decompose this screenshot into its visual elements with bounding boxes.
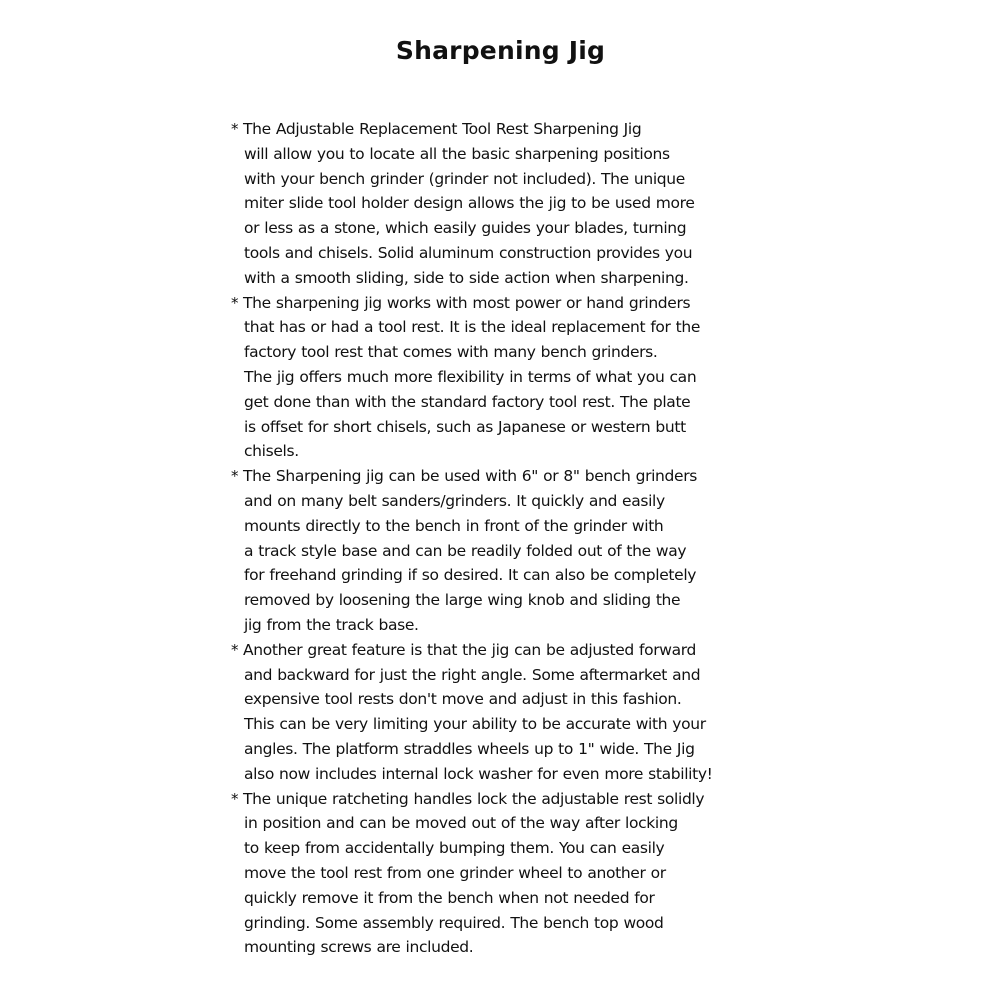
feature-bullet-5 [231, 787, 791, 961]
bullet-line: angles. The platform straddles wheels up to 1" wide. The Jig [244, 739, 695, 758]
bullet-line: move the tool rest from one grinder wheel to another or [244, 863, 666, 882]
bullet-line: quickly remove it from the bench when not needed for [244, 888, 655, 907]
feature-bullet-3 [231, 464, 791, 638]
bullet-marker: * [231, 789, 239, 808]
bullet-line: with your bench grinder (grinder not included). The unique [244, 169, 685, 188]
bullet-line: Another great feature is that the jig can be adjusted forward [243, 640, 696, 659]
bullet-line: also now includes internal lock washer for even more stability! [244, 764, 713, 783]
feature-bullet-1 [231, 117, 791, 291]
bullet-line: grinding. Some assembly required. The bench top wood [244, 913, 664, 932]
bullet-line: mounts directly to the bench in front of the grinder with [244, 516, 664, 535]
bullet-line: that has or had a tool rest. It is the ideal replacement for the [244, 318, 701, 337]
bullet-line: The jig offers much more flexibility in terms of what you can [244, 367, 697, 386]
bullet-line: expensive tool rests don't move and adjust in this fashion. [244, 690, 682, 709]
bullet-marker: * [231, 293, 239, 312]
bullet-line: chisels. [244, 442, 299, 461]
bullet-line: removed by loosening the large wing knob and sliding the [244, 591, 681, 610]
feature-bullet-list [231, 117, 791, 960]
bullet-line: miter slide tool holder design allows the jig to be used more [244, 194, 695, 213]
bullet-line: This can be very limiting your ability to be accurate with your [244, 715, 706, 734]
bullet-line: The Adjustable Replacement Tool Rest Sharpening Jig [243, 120, 642, 138]
page-title: Sharpening Jig [395, 36, 606, 65]
bullet-line: get done than with the standard factory tool rest. The plate [244, 392, 691, 411]
bullet-line: will allow you to locate all the basic sharpening positions [244, 144, 670, 163]
bullet-line: The sharpening jig works with most power or hand grinders [243, 293, 691, 312]
bullet-line: a track style base and can be readily folded out of the way [244, 541, 687, 560]
bullet-line: and on many belt sanders/grinders. It quickly and easily [244, 491, 665, 510]
bullet-line: jig from the track base. [244, 615, 419, 634]
bullet-line: factory tool rest that comes with many bench grinders. [244, 343, 658, 362]
bullet-line: is offset for short chisels, such as Japanese or western butt [244, 417, 686, 436]
bullet-marker: * [231, 120, 239, 138]
bullet-line: for freehand grinding if so desired. It can also be completely [244, 566, 697, 585]
bullet-line: and backward for just the right angle. Some aftermarket and [244, 665, 701, 684]
feature-bullet-2 [231, 291, 791, 465]
bullet-marker: * [231, 640, 239, 659]
bullet-line: or less as a stone, which easily guides your blades, turning [244, 219, 687, 238]
bullet-line: tools and chisels. Solid aluminum construction provides you [244, 243, 693, 262]
bullet-line: to keep from accidentally bumping them. You can easily [244, 839, 665, 858]
bullet-line: mounting screws are included. [244, 938, 474, 957]
bullet-marker: * [231, 467, 239, 486]
feature-bullet-4 [231, 638, 791, 787]
bullet-line: The unique ratcheting handles lock the adjustable rest solidly [243, 789, 705, 808]
bullet-line: The Sharpening jig can be used with 6" or 8" bench grinders [243, 467, 697, 486]
bullet-line: in position and can be moved out of the way after locking [244, 814, 678, 833]
bullet-line: with a smooth sliding, side to side action when sharpening. [244, 268, 689, 287]
